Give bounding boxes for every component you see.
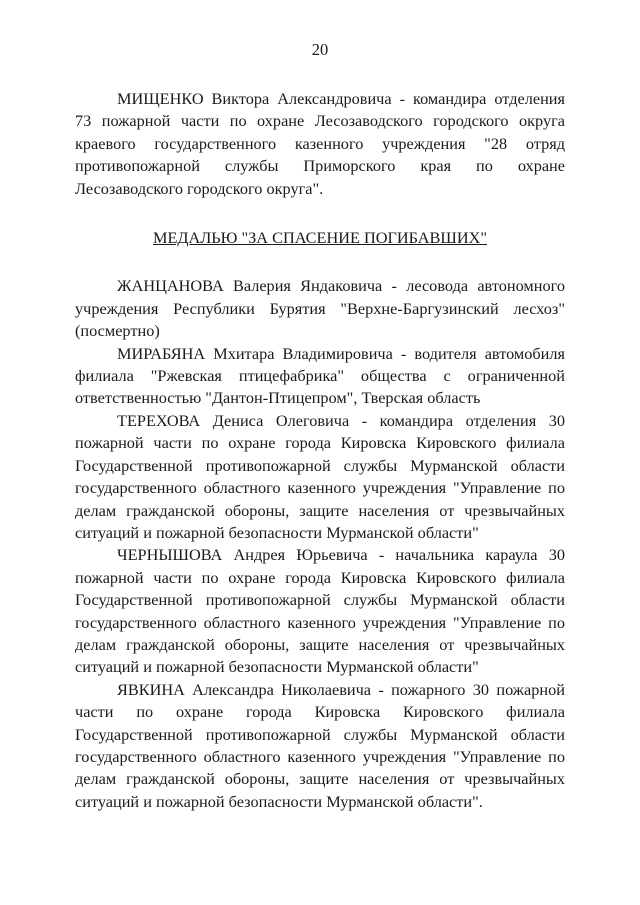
spacer: [75, 200, 565, 227]
page-number: 20: [311, 40, 329, 59]
paragraph-yavkin: ЯВКИНА Александра Николаевича - пожарного 30 пожарной части по охране города Кировска Кировского филиала Государственной противопожарной службы Мурманской области государственного областного казенного учреждения "Управление по делам гражданской обороны, защите населения от чрезвычайных ситуаций и пожарной безопасности Мурманской области".: [75, 679, 565, 811]
section-heading: МЕДАЛЬЮ "ЗА СПАСЕНИЕ ПОГИБАВШИХ": [152, 228, 488, 248]
document-body: [75, 88, 565, 813]
paragraph-zhantsanov: ЖАНЦАНОВА Валерия Яндаковича - лесовода автономного учреждения Республики Бурятия "Верхне-Баргузинский лесхоз" (посмертно): [75, 276, 565, 341]
paragraph-chernyshov: ЧЕРНЫШОВА Андрея Юрьевича - начальника караула 30 пожарной части по охране города Кировска Кировского филиала Государственной противопожарной службы Мурманской области государственного областного казенного учреждения "Управление по делам гражданской обороны, защите населения от чрезвычайных ситуаций и пожарной безопасности Мурманской области": [75, 545, 565, 677]
paragraph-terekhov: ТЕРЕХОВА Дениса Олеговича - командира отделения 30 пожарной части по охране города Кировска Кировского филиала Государственной противопожарной службы Мурманской области государственного областного казенного учреждения "Управление по делам гражданской обороны, защите населения от чрезвычайных ситуаций и пожарной безопасности Мурманской области": [75, 410, 565, 542]
spacer: [75, 249, 565, 275]
paragraph-mirabyan: МИРАБЯНА Мхитара Владимировича - водителя автомобиля филиала "Ржевская птицефабрика" общества с ограниченной ответственностью "Дантон-Птицепром", Тверская область: [75, 343, 565, 408]
paragraph-mishchenko: МИЩЕНКО Виктора Александровича - командира отделения 73 пожарной части по охране Лесозаводского городского округа краевого государственного казенного учреждения "28 отряд противопожарной службы Приморского края по охране Лесозаводского городского округа".: [75, 89, 565, 198]
